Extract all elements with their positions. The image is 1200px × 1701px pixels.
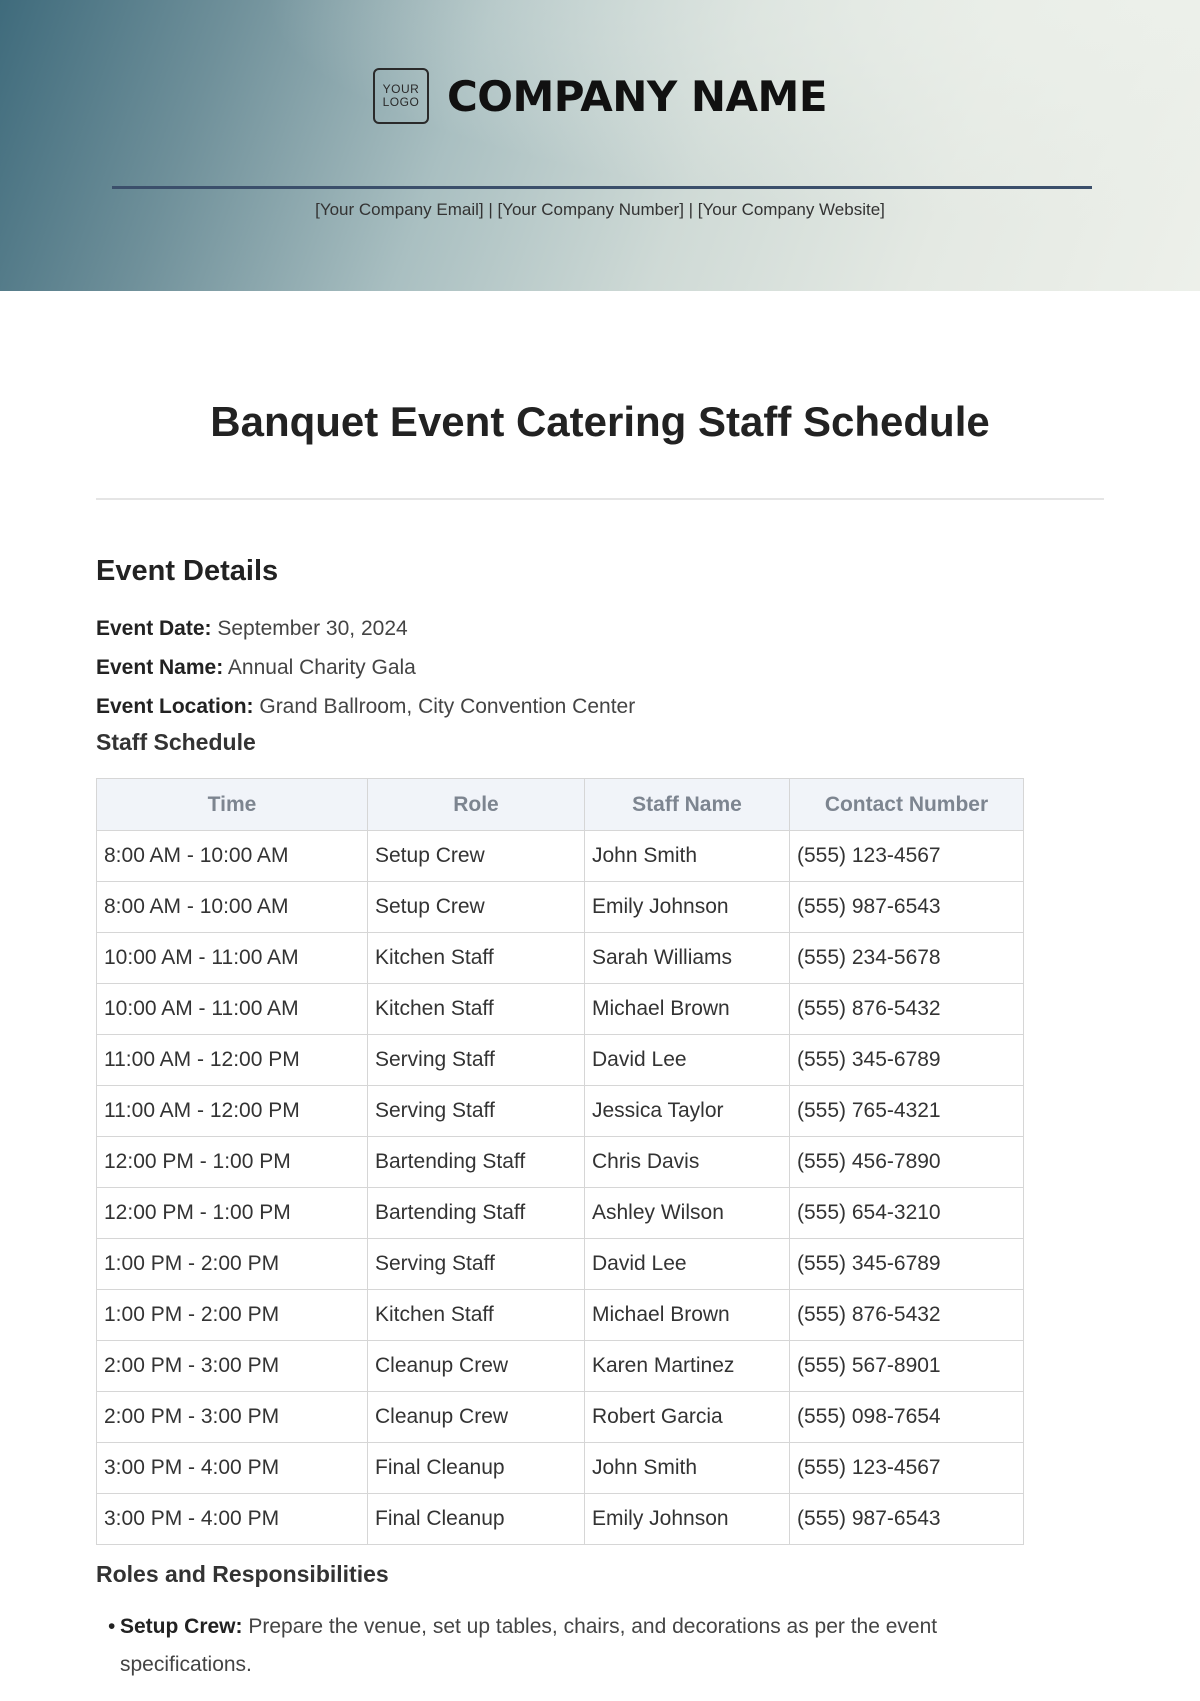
table-row	[97, 984, 1024, 1035]
cell-staff-name: Robert Garcia	[585, 1392, 790, 1443]
table-row	[97, 1443, 1024, 1494]
cell-staff-name: Jessica Taylor	[585, 1086, 790, 1137]
cell-staff-name: Karen Martinez	[585, 1341, 790, 1392]
table-row	[97, 1494, 1024, 1545]
cell-role: Kitchen Staff	[368, 1290, 585, 1341]
cell-role: Setup Crew	[368, 882, 585, 933]
cell-staff-name: Emily Johnson	[585, 882, 790, 933]
event-date-value: September 30, 2024	[217, 617, 408, 640]
column-header-contact-number: Contact Number	[790, 779, 1024, 831]
cell-contact-number: (555) 654-3210	[790, 1188, 1024, 1239]
cell-role: Bartending Staff	[368, 1188, 585, 1239]
cell-contact-number: (555) 876-5432	[790, 1290, 1024, 1341]
logo-placeholder	[373, 68, 429, 124]
cell-role: Cleanup Crew	[368, 1341, 585, 1392]
cell-time: 11:00 AM - 12:00 PM	[97, 1086, 368, 1137]
cell-contact-number: (555) 123-4567	[790, 831, 1024, 882]
event-name-line	[96, 656, 416, 680]
cell-staff-name: Chris Davis	[585, 1137, 790, 1188]
role-description: Prepare the venue, set up tables, chairs, and decorations as per the event specifications.	[120, 1615, 938, 1676]
brand	[0, 68, 1200, 124]
table-row	[97, 1392, 1024, 1443]
cell-staff-name: Emily Johnson	[585, 1494, 790, 1545]
table-row	[97, 1137, 1024, 1188]
column-header-time: Time	[97, 779, 368, 831]
cell-staff-name: Sarah Williams	[585, 933, 790, 984]
list-item	[96, 1608, 1036, 1684]
roles-heading: Roles and Responsibilities	[96, 1561, 389, 1587]
cell-time: 1:00 PM - 2:00 PM	[97, 1239, 368, 1290]
staff-schedule-heading: Staff Schedule	[96, 729, 256, 755]
cell-time: 8:00 AM - 10:00 AM	[97, 831, 368, 882]
header-divider	[112, 186, 1092, 189]
cell-role: Serving Staff	[368, 1086, 585, 1137]
schedule-table-body	[97, 831, 1024, 1545]
event-location-value: Grand Ballroom, City Convention Center	[259, 695, 636, 718]
cell-time: 3:00 PM - 4:00 PM	[97, 1443, 368, 1494]
logo-text-line1: YOUR	[382, 82, 420, 96]
cell-staff-name: Michael Brown	[585, 1290, 790, 1341]
column-header-staff-name: Staff Name	[585, 779, 790, 831]
cell-time: 10:00 AM - 11:00 AM	[97, 984, 368, 1035]
cell-staff-name: John Smith	[585, 831, 790, 882]
cell-time: 12:00 PM - 1:00 PM	[97, 1137, 368, 1188]
cell-role: Setup Crew	[368, 831, 585, 882]
cell-contact-number: (555) 456-7890	[790, 1137, 1024, 1188]
cell-role: Serving Staff	[368, 1035, 585, 1086]
cell-role: Bartending Staff	[368, 1137, 585, 1188]
cell-time: 12:00 PM - 1:00 PM	[97, 1188, 368, 1239]
cell-staff-name: Michael Brown	[585, 984, 790, 1035]
header-banner	[0, 0, 1200, 291]
table-row	[97, 933, 1024, 984]
cell-time: 2:00 PM - 3:00 PM	[97, 1392, 368, 1443]
table-row	[97, 1341, 1024, 1392]
cell-staff-name: Ashley Wilson	[585, 1188, 790, 1239]
table-row	[97, 882, 1024, 933]
table-row	[97, 1086, 1024, 1137]
cell-role: Kitchen Staff	[368, 984, 585, 1035]
staff-schedule-table	[96, 778, 1024, 1545]
cell-role: Serving Staff	[368, 1239, 585, 1290]
cell-time: 1:00 PM - 2:00 PM	[97, 1290, 368, 1341]
document-title: Banquet Event Catering Staff Schedule	[210, 398, 990, 445]
event-location-line	[96, 695, 635, 719]
cell-time: 2:00 PM - 3:00 PM	[97, 1341, 368, 1392]
table-header-row	[97, 779, 1024, 831]
cell-role: Final Cleanup	[368, 1494, 585, 1545]
column-header-role: Role	[368, 779, 585, 831]
cell-staff-name: John Smith	[585, 1443, 790, 1494]
table-row	[97, 1239, 1024, 1290]
cell-contact-number: (555) 765-4321	[790, 1086, 1024, 1137]
event-details-heading: Event Details	[96, 555, 279, 587]
cell-role: Kitchen Staff	[368, 933, 585, 984]
event-location-label: Event Location:	[96, 695, 254, 718]
title-divider	[96, 498, 1104, 500]
cell-staff-name: David Lee	[585, 1239, 790, 1290]
cell-role: Final Cleanup	[368, 1443, 585, 1494]
table-row	[97, 831, 1024, 882]
cell-contact-number: (555) 987-6543	[790, 1494, 1024, 1545]
cell-time: 3:00 PM - 4:00 PM	[97, 1494, 368, 1545]
cell-contact-number: (555) 345-6789	[790, 1035, 1024, 1086]
cell-contact-number: (555) 345-6789	[790, 1239, 1024, 1290]
table-row	[97, 1035, 1024, 1086]
cell-contact-number: (555) 876-5432	[790, 984, 1024, 1035]
cell-time: 11:00 AM - 12:00 PM	[97, 1035, 368, 1086]
event-date-line	[96, 617, 408, 641]
cell-role: Cleanup Crew	[368, 1392, 585, 1443]
cell-contact-number: (555) 987-6543	[790, 882, 1024, 933]
role-label: Setup Crew:	[120, 1615, 243, 1638]
event-date-label: Event Date:	[96, 617, 212, 640]
cell-time: 8:00 AM - 10:00 AM	[97, 882, 368, 933]
company-name: COMPANY NAME	[446, 71, 828, 121]
table-row	[97, 1290, 1024, 1341]
cell-contact-number: (555) 234-5678	[790, 933, 1024, 984]
event-name-label: Event Name:	[96, 656, 224, 679]
cell-time: 10:00 AM - 11:00 AM	[97, 933, 368, 984]
roles-list	[96, 1608, 1036, 1684]
cell-contact-number: (555) 098-7654	[790, 1392, 1024, 1443]
table-row	[97, 1188, 1024, 1239]
event-name-value: Annual Charity Gala	[227, 656, 416, 679]
cell-contact-number: (555) 123-4567	[790, 1443, 1024, 1494]
company-contact-line: [Your Company Email] | [Your Company Number] | [Your Company Website]	[315, 200, 885, 219]
logo-text-line2: LOGO	[382, 95, 420, 109]
cell-staff-name: David Lee	[585, 1035, 790, 1086]
cell-contact-number: (555) 567-8901	[790, 1341, 1024, 1392]
